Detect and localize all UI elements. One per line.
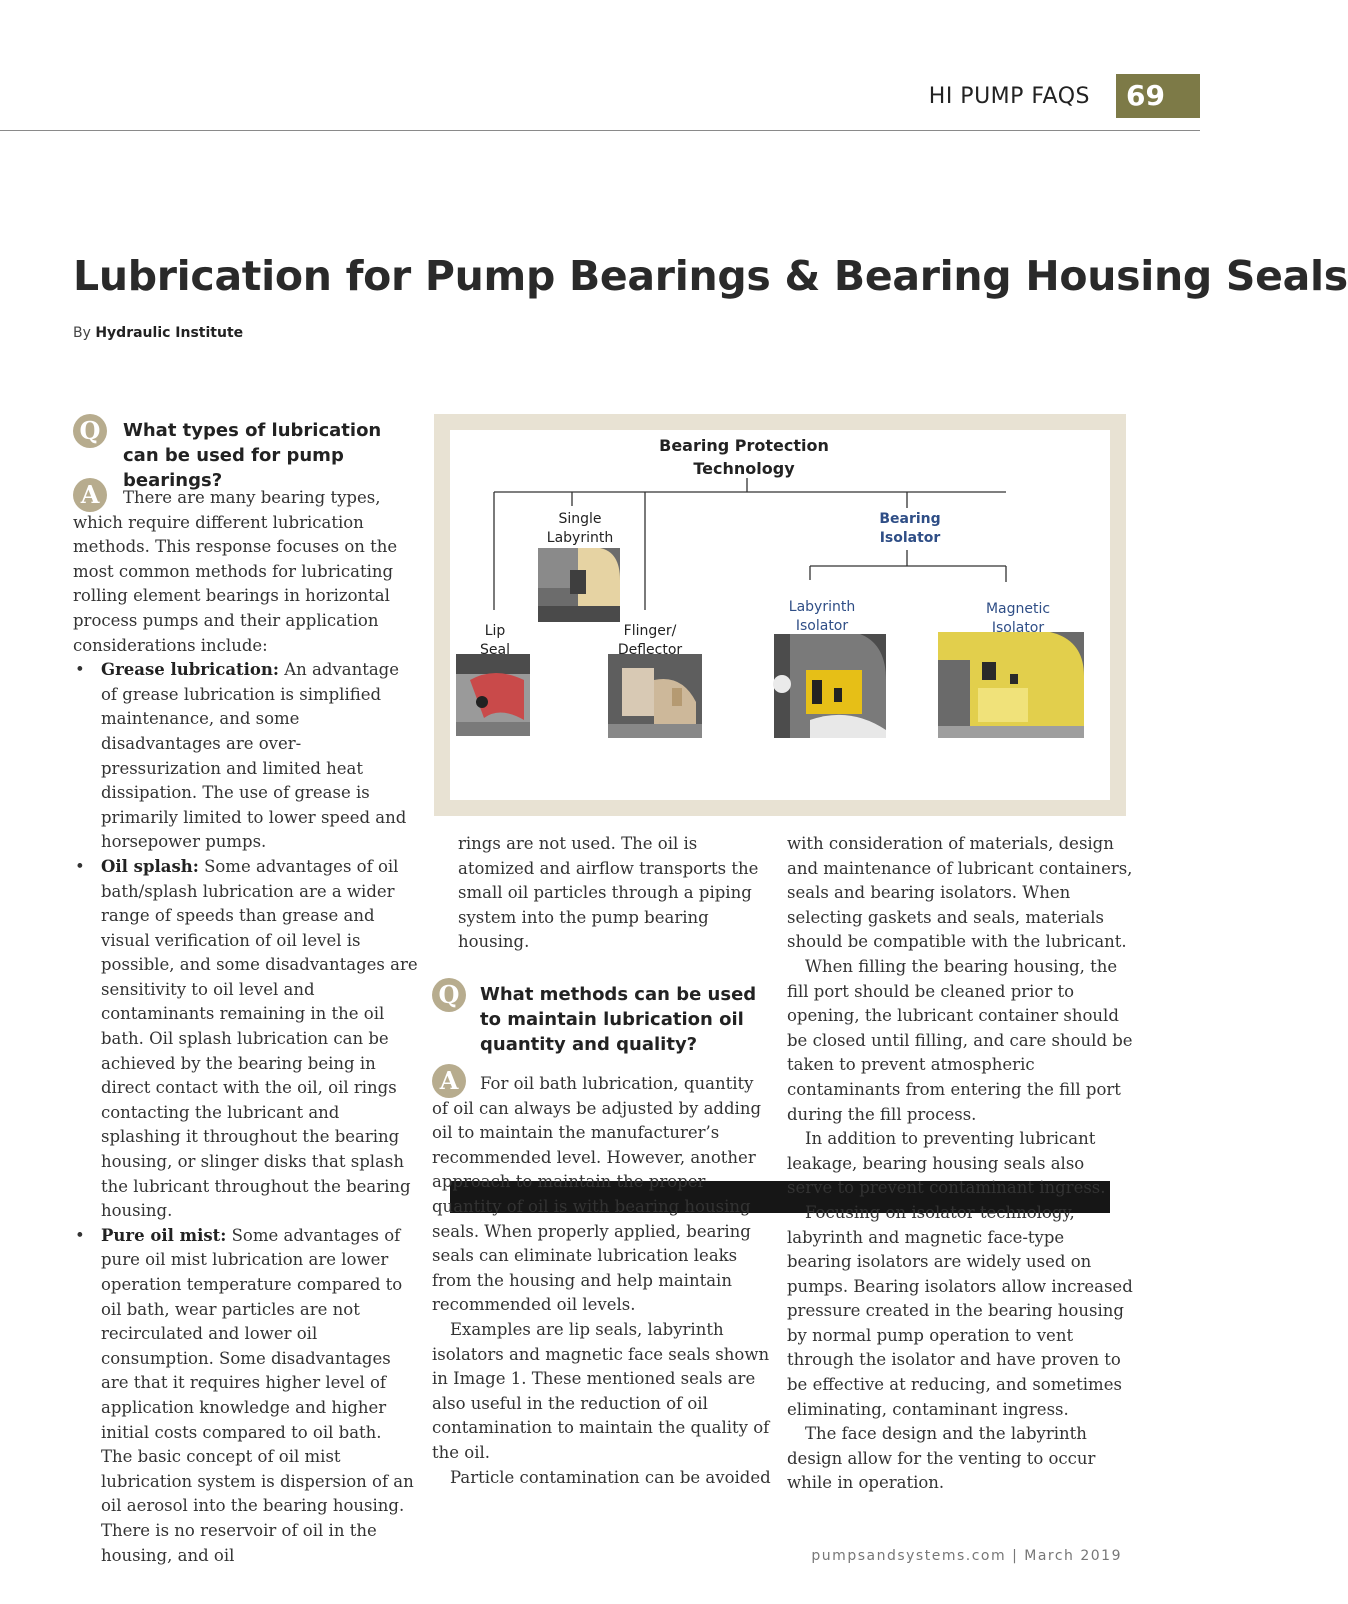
answer-2-paragraph: Examples are lip seals, labyrinth isolators and magnetic face seals shown in Image 1. These mentioned seals are also useful in the reduction of oil contamination to maintain the quality of the oil. — [432, 1319, 770, 1462]
section-label: HI PUMP FAQS — [928, 84, 1090, 109]
label-line: Magnetic — [985, 601, 1051, 617]
label-line: Bearing — [879, 511, 941, 527]
list-item-text: An advantage of grease lubrication is simplified maintenance, and some disadvantages are over-pressurization and limited heat dissipation. The use of grease is primarily limited to lower speed and horsepower pumps. — [101, 660, 407, 852]
answer-1-intro: There are many bearing types, which require different lubrication methods. This response focuses on the most common methods for lubricating rolling element bearings in horizontal process pumps and their application considerations include: — [73, 488, 398, 655]
byline-prefix: By — [73, 325, 91, 341]
right-paragraph: with consideration of materials, design and maintenance of lubricant containers, seals and bearing isolators. When selecting gaskets and seals, materials should be compatible with the lubricant. — [787, 834, 1133, 952]
lubrication-list — [73, 658, 418, 1568]
page-footer — [720, 1548, 1122, 1564]
middle-column — [432, 1072, 772, 1490]
footer-issue: March 2019 — [1024, 1548, 1122, 1564]
page-number: 69 — [1126, 79, 1165, 112]
label-line: Flinger/ — [623, 623, 677, 639]
figure-title-line: Bearing Protection — [659, 436, 829, 455]
answer-2-paragraph: Particle contamination can be avoided — [450, 1467, 771, 1487]
answer-2-paragraph: For oil bath lubrication, quantity of oil can always be adjusted by adding oil to maintain the manufacturer’s recommended level. However, another approach to maintain the proper quantity of oil is with bearing housing seals. When properly applied, bearing seals can eliminate lubrication leaks from the housing and help maintain recommended oil levels. — [432, 1074, 762, 1315]
answer-badge-icon: A — [73, 478, 107, 512]
single-labyrinth-image — [538, 548, 620, 622]
list-item-label: Grease lubrication: — [101, 660, 279, 680]
right-paragraph: In addition to preventing lubricant leakage, bearing housing seals also serve to prevent contaminant ingress. — [787, 1129, 1106, 1198]
magnetic-isolator-image — [938, 632, 1084, 738]
middle-column-top — [458, 832, 778, 955]
list-item-label: Pure oil mist: — [101, 1225, 227, 1245]
question-badge-icon: Q — [432, 978, 466, 1012]
header-rule — [0, 130, 1200, 131]
list-item-text: Some advantages of oil bath/splash lubrication are a wider range of speeds than grease and visual verification of oil level is possible, and some disadvantages are sensitivity to oil level and contaminants remaining in the oil bath. Oil splash lubrication can be achieved by the bearing being in direct contact with the oil, oil rings contacting the lubricant and splashing it throughout the bearing housing, or slinger disks that splash the lubricant throughout the bearing housing. — [101, 856, 418, 1221]
label-line: Isolator — [879, 530, 941, 546]
caption-credit: (Images courtesy of Hydraulic Institute) — [751, 774, 1030, 790]
question-1: What types of lubrication can be used for pump bearings? — [123, 420, 382, 491]
right-paragraph: The face design and the labyrinth design allow for the venting to occur while in operation. — [787, 1424, 1096, 1493]
question-2: What methods can be used to maintain lubrication oil quantity and quality? — [480, 984, 757, 1055]
continuation-paragraph: rings are not used. The oil is atomized and airflow transports the small oil particles through a piping system into the pump bearing housing. — [458, 834, 759, 952]
list-item-label: Oil splash: — [101, 856, 199, 876]
figure-caption — [460, 774, 1030, 790]
footer-separator: | — [1012, 1548, 1019, 1564]
figure-title — [646, 434, 842, 480]
right-column — [787, 832, 1133, 1496]
label-lip-seal — [460, 622, 530, 660]
footer-site: pumpsandsystems.com — [811, 1548, 1007, 1564]
label-bearing-isolator — [860, 510, 960, 548]
label-line: Isolator — [991, 620, 1045, 636]
label-line: Labyrinth — [546, 530, 614, 546]
flinger-deflector-image — [608, 654, 702, 738]
right-paragraph: When filling the bearing housing, the fill port should be cleaned prior to opening, the lubricant container should be closed until filling, and care should be taken to prevent atmospheric contaminants from entering the fill port during the fill process. — [787, 956, 1133, 1124]
list-item — [73, 855, 418, 1224]
figure-title-line: Technology — [693, 459, 795, 478]
article-title: Lubrication for Pump Bearings & Bearing Housing Seals — [73, 252, 1348, 300]
label-line: Labyrinth — [788, 599, 856, 615]
byline-author: Hydraulic Institute — [95, 325, 244, 341]
label-single-labyrinth — [530, 510, 630, 548]
label-line: Isolator — [795, 618, 849, 634]
list-item — [73, 1224, 418, 1568]
label-line: Single — [558, 511, 602, 527]
caption-text: Image 1. Common bearing housing seals — [460, 774, 747, 790]
label-flinger-deflector — [610, 622, 690, 660]
question-badge-icon: Q — [73, 414, 107, 448]
lip-seal-image — [456, 654, 530, 736]
label-line: Lip — [484, 623, 506, 639]
labyrinth-isolator-image — [773, 634, 886, 738]
left-column — [73, 486, 418, 1568]
right-paragraph: Focusing on isolator technology, labyrinth and magnetic face-type bearing isolators are widely used on pumps. Bearing isolators allow increased pressure created in the bearing housing by normal pump operation to vent through the isolator and have proven to be effective at reducing, and sometimes eliminating, contaminant ingress. — [787, 1202, 1133, 1419]
list-item — [73, 658, 418, 855]
list-item-text: Some advantages of pure oil mist lubrication are lower operation temperature compared to oil bath, wear particles are not recirculated and lower oil consumption. Some disadvantages are that it requires higher level of application knowledge and higher initial costs compared to oil bath. The basic concept of oil mist lubrication system is dispersion of an oil aerosol into the bearing housing. There is no reservoir of oil in the housing, and oil — [101, 1225, 414, 1565]
answer-badge-icon: A — [432, 1064, 466, 1098]
label-line: Deflector — [617, 642, 683, 658]
label-magnetic-isolator — [968, 600, 1068, 638]
label-line: Seal — [480, 642, 510, 658]
label-labyrinth-isolator — [772, 598, 872, 636]
byline — [73, 325, 243, 341]
